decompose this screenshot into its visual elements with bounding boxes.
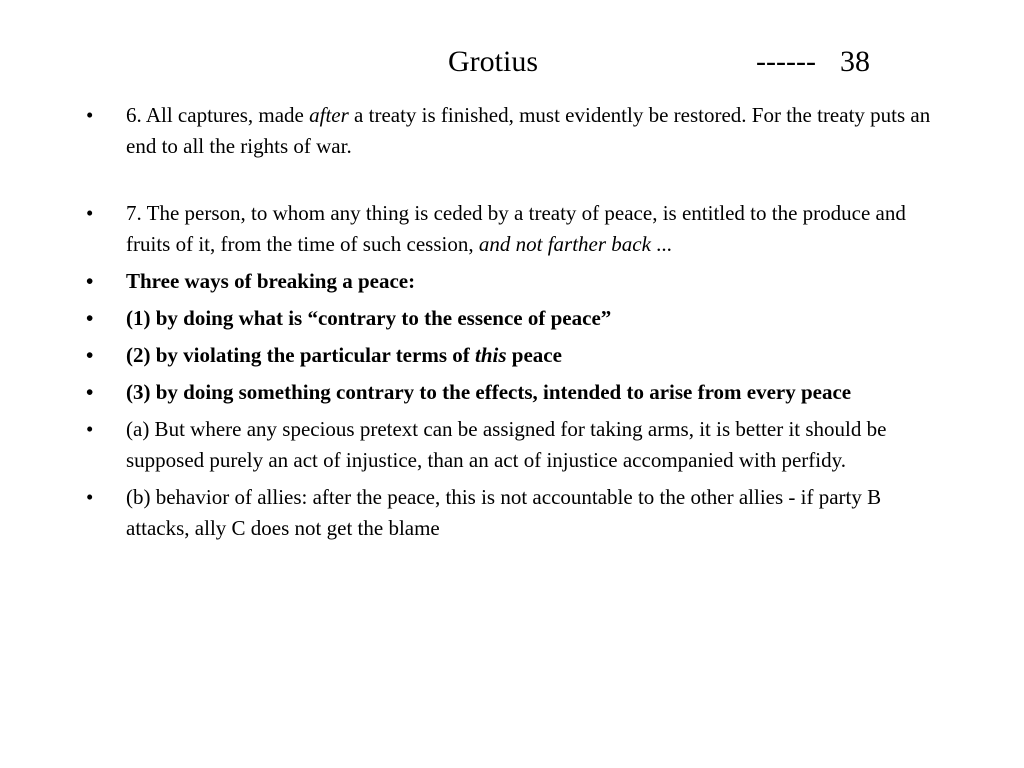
bullet-text: 7. The person, to whom any thing is ceded by a treaty of peace, is entitled to the produce and fruits of it, from the time of such cession,	[126, 201, 906, 256]
bullet-item	[86, 198, 946, 260]
bullet-icon: •	[86, 380, 94, 404]
slide-title	[0, 42, 1024, 82]
bullet-text-italic: after	[309, 103, 349, 127]
slide-number: 38	[840, 45, 870, 78]
bullet-text: (b) behavior of allies: after the peace, this is not accountable to the other allies - if party B attacks, ally C does not get the blame	[126, 485, 882, 540]
bullet-icon: •	[86, 485, 94, 509]
bullet-item	[86, 377, 946, 408]
title-name: Grotius	[448, 45, 538, 78]
bullet-text: a treaty is finished, must evidently be restored. For the treaty puts an end to all the rights of war.	[126, 103, 931, 158]
bullet-icon: •	[86, 417, 94, 441]
bullet-list	[86, 100, 946, 550]
bullet-text: peace	[506, 343, 562, 367]
bullet-text: (3) by doing something contrary to the effects, intended to arise from every peace	[126, 380, 852, 404]
bullet-icon: •	[86, 306, 94, 330]
bullet-item	[86, 482, 946, 544]
bullet-text-italic: and not farther back	[478, 232, 651, 256]
bullet-icon: •	[86, 343, 94, 367]
bullet-text: (2) by violating the particular terms of	[126, 343, 475, 367]
bullet-item	[86, 100, 946, 162]
bullet-icon: •	[86, 103, 94, 127]
bullet-icon: •	[86, 201, 94, 225]
bullet-text: Three ways of breaking a peace:	[126, 269, 416, 293]
bullet-item	[86, 303, 946, 334]
bullet-item	[86, 414, 946, 476]
title-dashes: ------	[756, 45, 816, 78]
bullet-text: (a) But where any specious pretext can be assigned for taking arms, it is better it should be supposed purely an act of injustice, than an act of injustice accompanied with perfidy.	[126, 417, 887, 472]
bullet-icon: •	[86, 269, 94, 293]
bullet-item	[86, 340, 946, 371]
bullet-text: 6. All captures, made	[126, 103, 310, 127]
bullet-text: ...	[650, 232, 672, 256]
bullet-item	[86, 266, 946, 297]
bullet-text-italic: this	[474, 343, 507, 367]
bullet-text: (1) by doing what is “contrary to the essence of peace”	[126, 306, 612, 330]
